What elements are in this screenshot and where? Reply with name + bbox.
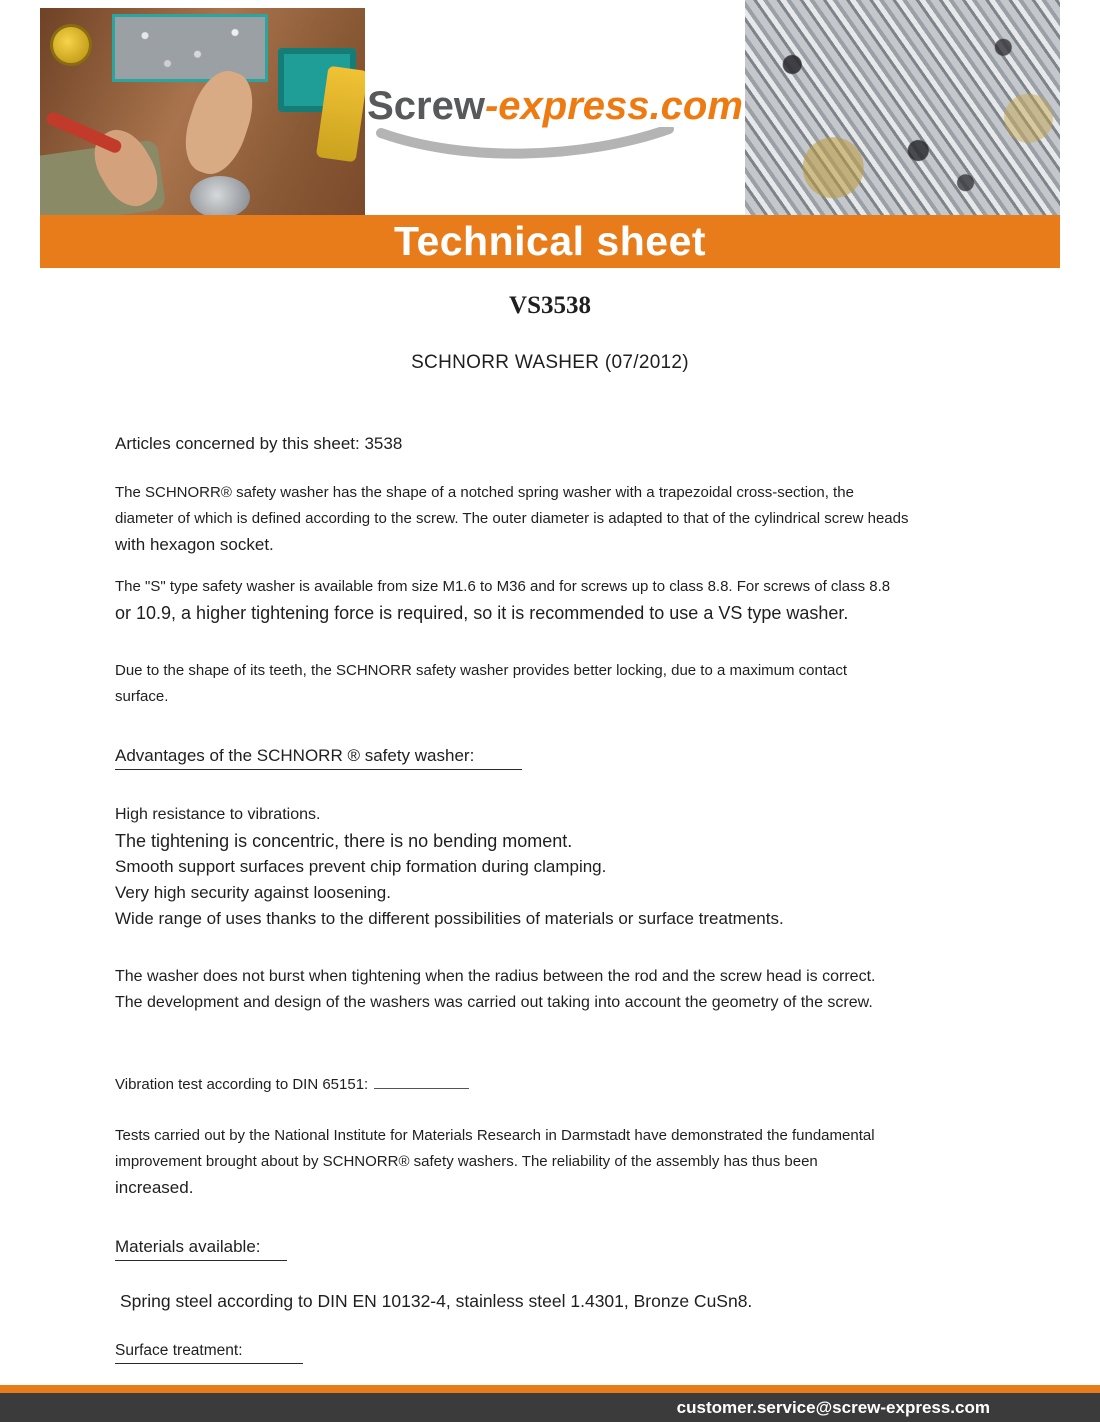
page-footer	[0, 1385, 1100, 1422]
paragraph-notes	[115, 964, 1040, 1016]
measuring-tape-shape	[50, 24, 92, 66]
advantages-heading	[115, 746, 1040, 770]
footer-bar	[0, 1393, 1100, 1422]
text-line: increased.	[115, 1178, 194, 1197]
list-item: High resistance to vibrations.	[115, 806, 321, 823]
list-item: Wide range of uses thanks to the different possibilities of materials or surface treatments.	[115, 909, 784, 928]
list-item: Very high security against loosening.	[115, 883, 391, 902]
paragraph-teeth	[115, 658, 1040, 710]
materials-heading	[115, 1237, 1040, 1261]
logo-part-express: -express.com	[484, 84, 743, 128]
articles-line: Articles concerned by this sheet: 3538	[115, 434, 403, 453]
screw-express-logo	[365, 0, 745, 215]
paragraph-vibration	[115, 1123, 1040, 1201]
sheet-title: SCHNORR WASHER (07/2012)	[411, 352, 689, 373]
paragraph-s-type	[115, 574, 1040, 626]
document-body	[0, 268, 1100, 1416]
workbench-photo	[40, 8, 365, 215]
vibration-test-heading	[115, 1074, 1040, 1093]
page-header	[0, 0, 1100, 215]
text-line: diameter of which is defined according to the screw. The outer diameter is adapted to that of the cylindrical screw heads	[115, 510, 909, 527]
logo-text	[367, 84, 743, 129]
technical-sheet-banner	[40, 215, 1060, 268]
logo-swoosh	[375, 127, 675, 161]
text-line: or 10.9, a higher tightening force is required, so it is recommended to use a VS type washer.	[115, 603, 849, 623]
customer-service-email: customer.service@screw-express.com	[676, 1397, 990, 1417]
text-line: The "S" type safety washer is available from size M1.6 to M36 and for screws up to class 8.8. For screws of class 8.8	[115, 578, 891, 595]
text-line: Due to the shape of its teeth, the SCHNORR safety washer provides better locking, due to a maximum contact	[115, 662, 848, 679]
sheet-code: VS3538	[509, 292, 591, 319]
surface-treatment-heading	[115, 1342, 1040, 1364]
text-line: improvement brought about by SCHNORR® safety washers. The reliability of the assembly has thus been	[115, 1153, 818, 1170]
materials-heading-text: Materials available:	[115, 1237, 287, 1261]
screw-box-shape	[112, 14, 268, 82]
text-line: surface.	[115, 688, 169, 705]
materials-text: Spring steel according to DIN EN 10132-4, stainless steel 1.4301, Bronze CuSn8.	[120, 1291, 753, 1311]
blank-underline	[374, 1074, 469, 1089]
paragraph-intro	[115, 480, 1040, 558]
advantages-list	[115, 802, 1040, 932]
text-line: The washer does not burst when tightening when the radius between the rod and the screw head is correct.	[115, 968, 876, 985]
advantages-heading-text: Advantages of the SCHNORR ® safety washer:	[115, 746, 522, 770]
banner-title: Technical sheet	[393, 218, 707, 264]
footer-orange-stripe	[0, 1385, 1100, 1393]
screws-photo	[745, 0, 1060, 215]
vibration-test-heading-text: Vibration test according to DIN 65151:	[115, 1076, 369, 1093]
logo-part-screw: Screw	[367, 84, 485, 128]
surface-treatment-heading-text: Surface treatment:	[115, 1342, 303, 1364]
list-item: Smooth support surfaces prevent chip formation during clamping.	[115, 857, 607, 876]
text-line: Tests carried out by the National Institute for Materials Research in Darmstadt have demonstrated the fundamental	[115, 1127, 875, 1144]
text-line: The SCHNORR® safety washer has the shape of a notched spring washer with a trapezoidal cross-section, the	[115, 484, 854, 501]
tin-shape	[190, 176, 250, 215]
text-line: The development and design of the washers was carried out taking into account the geometry of the screw.	[115, 994, 873, 1011]
text-line: with hexagon socket.	[115, 535, 274, 554]
list-item: The tightening is concentric, there is no bending moment.	[115, 831, 573, 851]
